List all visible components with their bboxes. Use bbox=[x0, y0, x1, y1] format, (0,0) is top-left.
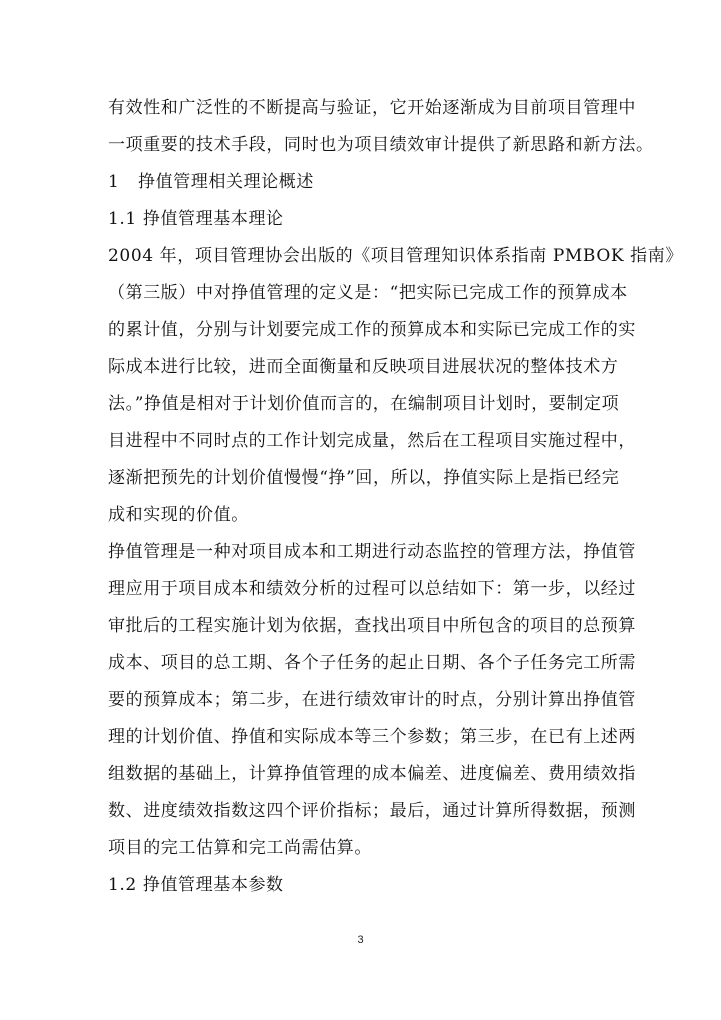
paragraph-line: 逐渐把预先的计划价值慢慢“挣”回，所以，挣值实际上是指已经完 bbox=[108, 468, 620, 488]
page-number: 3 bbox=[357, 934, 364, 946]
subsection-heading-1-2: 1.2 挣值管理基本参数 bbox=[108, 875, 284, 895]
section-heading-1 bbox=[108, 164, 620, 201]
paragraph-line: （第三版）中对挣值管理的定义是：“把实际已完成工作的预算成本 bbox=[108, 283, 628, 303]
paragraph-line: 审批后的工程实施计划为依据，查找出项目中所包含的项目的总预算 bbox=[108, 616, 636, 636]
document-body bbox=[108, 90, 683, 904]
paragraph-line: 数、进度绩效指数这四个评价指标；最后，通过计算所得数据，预测 bbox=[108, 801, 636, 821]
paragraph-line: 挣值管理是一种对项目成本和工期进行动态监控的管理方法，挣值管 bbox=[108, 542, 636, 562]
paragraph-line: 际成本进行比较，进而全面衡量和反映项目进展状况的整体技术方 bbox=[108, 357, 619, 377]
paragraph-line: 法。”挣值是相对于计划价值而言的，在编制项目计划时，要制定项 bbox=[108, 394, 620, 414]
paragraph-line: 成本、项目的总工期、各个子任务的起止日期、各个子任务完工所需 bbox=[108, 653, 636, 673]
paragraph-line: 要的预算成本；第二步，在进行绩效审计的时点，分别计算出挣值管 bbox=[108, 690, 636, 710]
section-number: 1 bbox=[108, 172, 120, 192]
paragraph-line: 理应用于项目成本和绩效分析的过程可以总结如下：第一步，以经过 bbox=[108, 579, 636, 599]
subsection-heading-1-1: 1.1 挣值管理基本理论 bbox=[108, 209, 284, 229]
paragraph-line: 2004 年，项目管理协会出版的《项目管理知识体系指南 PMBOK 指南》 bbox=[108, 246, 683, 266]
section-title: 挣值管理相关理论概述 bbox=[138, 172, 314, 192]
paragraph-line: 项目的完工估算和完工尚需估算。 bbox=[108, 838, 372, 858]
paragraph-line: 组数据的基础上，计算挣值管理的成本偏差、进度偏差、费用绩效指 bbox=[108, 764, 636, 784]
intro-line: 有效性和广泛性的不断提高与验证，它开始逐渐成为目前项目管理中 bbox=[108, 98, 636, 118]
paragraph-line: 理的计划价值、挣值和实际成本等三个参数；第三步，在已有上述两 bbox=[108, 727, 636, 747]
intro-line: 一项重要的技术手段，同时也为项目绩效审计提供了新思路和新方法。 bbox=[108, 135, 654, 155]
paragraph-line: 目进程中不同时点的工作计划完成量，然后在工程项目实施过程中， bbox=[108, 431, 636, 451]
paragraph-line: 的累计值，分别与计划要完成工作的预算成本和实际已完成工作的实 bbox=[108, 320, 636, 340]
paragraph-line: 成和实现的价值。 bbox=[108, 505, 249, 525]
